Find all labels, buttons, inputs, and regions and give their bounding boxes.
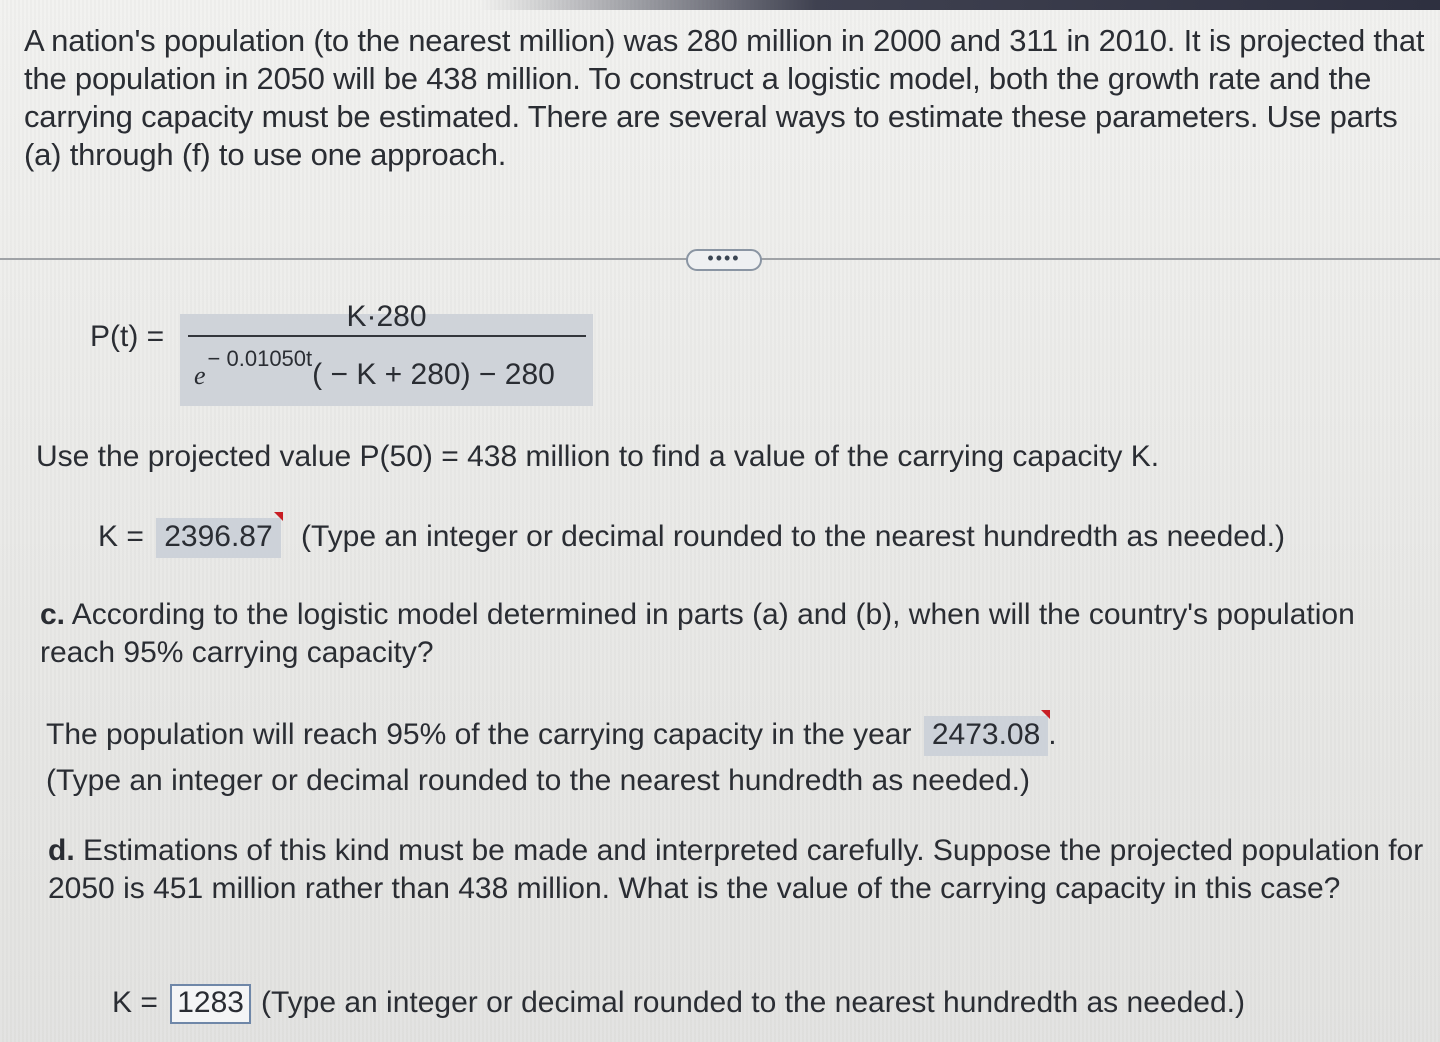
- part-d-question: [48, 832, 1428, 908]
- part-d-prefix: K =: [112, 986, 158, 1019]
- part-b-answer-row: [98, 518, 1285, 558]
- part-c-question: [40, 596, 1430, 672]
- problem-intro: A nation's population (to the nearest million) was 280 million in 2000 and 311 in 2010. It is projected that the population in 2050 will be 438 million. To construct a logistic model, both the growth rate and the carrying capacity must be estimated. There are several ways to estimate these parameters. Use parts (a) through (f) to use one approach.: [24, 23, 1425, 172]
- fraction-bar: [188, 335, 586, 337]
- formula-label: P(t) =: [90, 320, 165, 353]
- part-b-prefix: K =: [98, 520, 144, 553]
- part-c-text: According to the logistic model determined in parts (a) and (b), when will the country's population reach 95% carrying capacity?: [40, 598, 1355, 669]
- formula-answer-box: [180, 300, 593, 406]
- part-d-hint: (Type an integer or decimal rounded to the nearest hundredth as needed.): [260, 986, 1245, 1019]
- expand-more-button[interactable]: ••••: [686, 249, 762, 271]
- incorrect-flag-icon: [1041, 710, 1050, 719]
- incorrect-flag-icon: [274, 512, 283, 521]
- part-d-letter: d.: [48, 834, 75, 867]
- part-b-question: Use the projected value P(50) = 438 million to find a value of the carrying capacity K.: [36, 440, 1160, 473]
- formula-denominator: [194, 344, 555, 391]
- part-d-text: Estimations of this kind must be made and interpreted carefully. Suppose the projected population for 2050 is 451 million rather than 438 million. What is the value of the carrying capacity in this case?: [48, 834, 1424, 905]
- formula-exponent: − 0.01050t: [207, 346, 313, 371]
- part-c-hint: (Type an integer or decimal rounded to the nearest hundredth as needed.): [46, 764, 1030, 797]
- part-d-answer-row: [112, 984, 1245, 1024]
- euler-e: e: [194, 361, 206, 390]
- part-c-answer-suffix: .: [1048, 718, 1057, 751]
- part-d-answer-input[interactable]: 1283: [170, 984, 251, 1024]
- part-c-answer[interactable]: 2473.08: [924, 716, 1048, 756]
- part-c-letter: c.: [40, 598, 66, 631]
- part-b-hint: (Type an integer or decimal rounded to the nearest hundredth as needed.): [301, 520, 1285, 553]
- part-b-answer[interactable]: 2396.87: [156, 518, 280, 558]
- formula-numerator: K·280: [346, 300, 427, 333]
- formula-denominator-rest: ( − K + 280) − 280: [312, 358, 555, 391]
- window-top-edge: [480, 0, 1440, 10]
- part-c-answer-prefix: The population will reach 95% of the carrying capacity in the year: [46, 718, 912, 751]
- part-c-answer-row: [46, 716, 1057, 756]
